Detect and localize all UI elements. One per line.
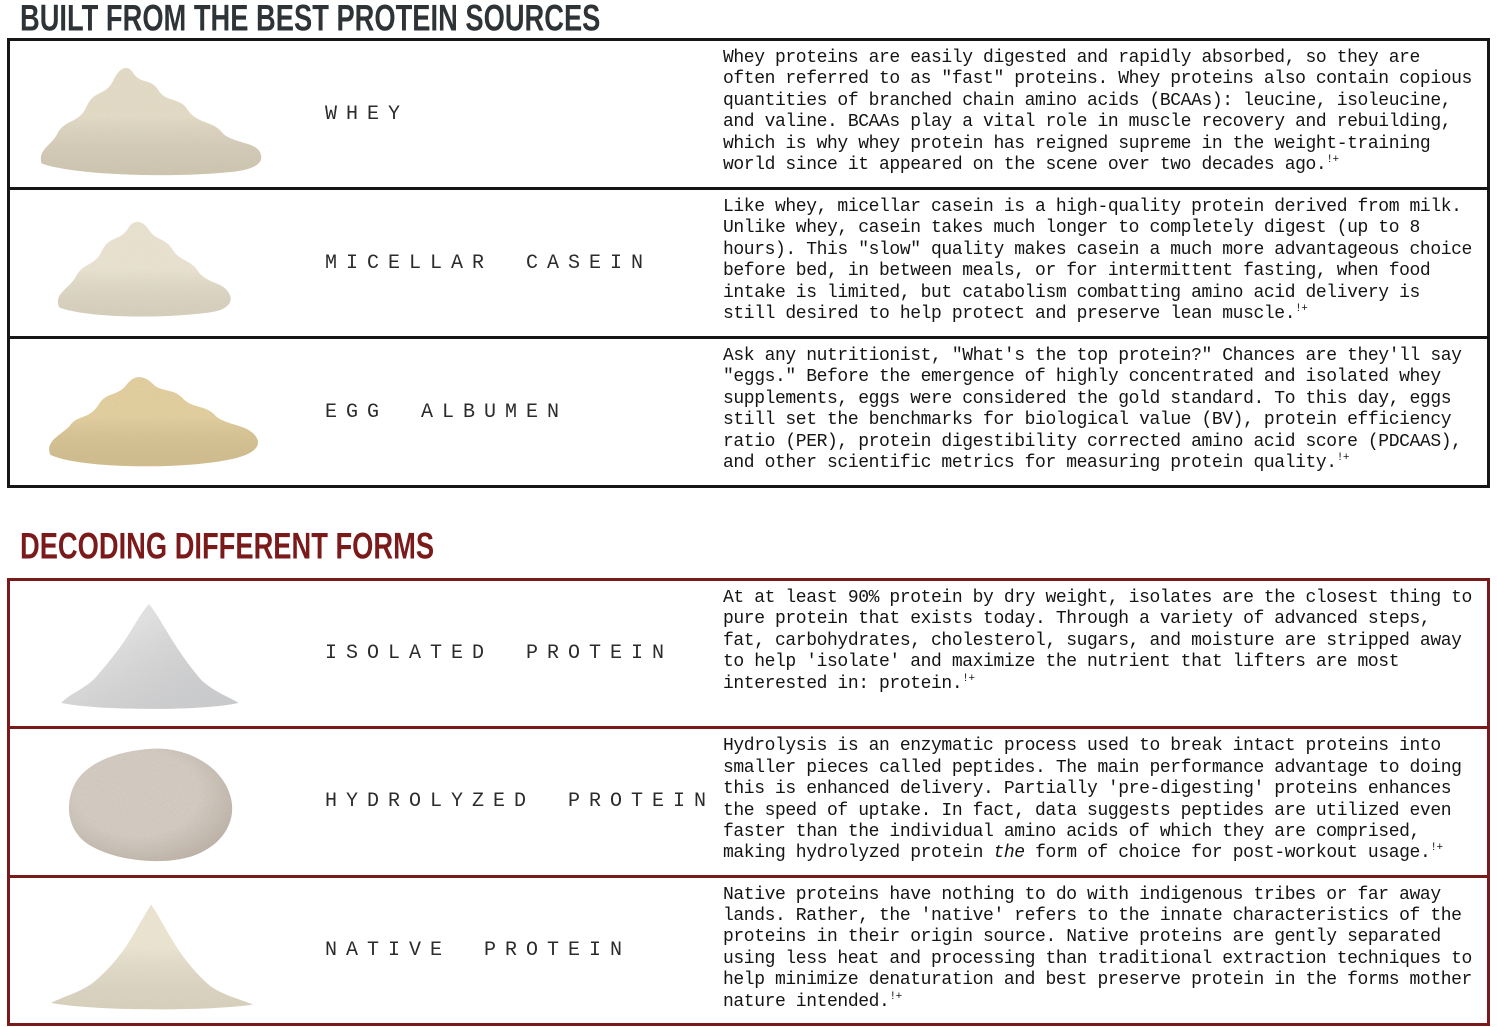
- table-row-native-protein: [10, 875, 1487, 1023]
- protein-label: NATIVE PROTEIN: [325, 938, 632, 962]
- hydrolyzed-protein-powder-image: [45, 738, 260, 866]
- footnote-mark: !+: [962, 672, 975, 685]
- section-title-decoding-forms: DECODING DIFFERENT FORMS: [20, 526, 435, 567]
- isolated-protein-powder-image: [45, 593, 260, 715]
- table-row-micellar-casein: [10, 187, 1487, 336]
- section-title-protein-sources: BUILT FROM THE BEST PROTEIN SOURCES: [20, 0, 601, 39]
- footnote-mark: !+: [1430, 842, 1443, 855]
- protein-description: Like whey, micellar casein is a high-quality protein derived from milk. Unlike whey, casein takes much longer to completely digest (up to 8 hours). This "slow" quality makes casein a much more advantageous choice before bed, in between meals, or for intermittent fasting, when food intake is limited, but catabolism combatting amino acid delivery is still desired to help protect and preserve lean muscle.!+: [723, 197, 1472, 325]
- micellar-casein-powder-image: [40, 200, 265, 326]
- footnote-mark: !+: [1336, 452, 1350, 465]
- whey-powder-image: [33, 48, 273, 180]
- protein-description: Ask any nutritionist, "What's the top protein?" Chances are they'll say "eggs." Before the emergence of highly concentrated and isolated whey supplements, eggs were considered the gold standard. To this day, eggs still set the benchmarks for biological value (BV), protein efficiency ratio (PER), protein digestibility corrected amino acid score (PDCAAS), and other scientific metrics for measuring protein quality.!+: [723, 346, 1462, 474]
- protein-description: Native proteins have nothing to do with indigenous tribes or far away lands. Rather, the 'native' refers to the innate characteristics of the proteins in their origin source. Native proteins are gently separated using less heat and processing than traditional extraction techniques to help minimize denaturation and best preserve protein in the forms mother nature intended.!+: [723, 884, 1472, 1012]
- powder-image-cell: [10, 581, 295, 726]
- protein-description: Hydrolysis is an enzymatic process used to break intact proteins into smaller pieces called peptides. The main performance advantage to doing this is enhanced delivery. Partially 'pre-digesting' proteins enhances the speed of uptake. In fact, data suggests peptides are utilized even faster than the individual amino acids of which they are comprised, making hydrolyzed protein the form of choice for post-workout usage.!+: [723, 736, 1462, 864]
- protein-label: WHEY: [325, 102, 410, 126]
- powder-image-cell: [10, 190, 295, 336]
- table-row-isolated-protein: [10, 581, 1487, 726]
- native-protein-powder-image: [33, 888, 273, 1013]
- egg-albumen-powder-image: [35, 347, 270, 477]
- protein-forms-table: [7, 578, 1490, 1026]
- protein-sources-table: [7, 38, 1490, 488]
- protein-label: EGG ALBUMEN: [325, 400, 569, 424]
- footnote-mark: !+: [1326, 154, 1339, 167]
- powder-image-cell: [10, 878, 295, 1023]
- powder-image-cell: [10, 41, 295, 187]
- powder-image-cell: [10, 339, 295, 485]
- protein-label: MICELLAR CASEIN: [325, 251, 653, 275]
- protein-label: HYDROLYZED PROTEIN: [325, 790, 716, 814]
- table-row-egg-albumen: [10, 336, 1487, 485]
- footnote-mark: !+: [1295, 303, 1308, 316]
- table-row-whey: [10, 41, 1487, 187]
- footnote-mark: !+: [889, 990, 902, 1003]
- table-row-hydrolyzed-protein: [10, 726, 1487, 874]
- protein-description: Whey proteins are easily digested and rapidly absorbed, so they are often referred to as "fast" proteins. Whey proteins also contain copious quantities of branched chain amino acids (BCAAs): leucine, isoleucine, and valine. BCAAs play a vital role in muscle recovery and rebuilding, which is why whey protein has reigned supreme in the weight-training world since it appeared on the scene over two decades ago.!+: [723, 48, 1472, 176]
- protein-description: At at least 90% protein by dry weight, isolates are the closest thing to pure protein that exists today. Through a variety of advanced steps, fat, carbohydrates, cholesterol, sugars, and moisture are stripped away to help 'isolate' and maximize the nutrient that lifters are most interested in: protein.!+: [723, 588, 1472, 694]
- powder-image-cell: [10, 729, 295, 874]
- protein-label: ISOLATED PROTEIN: [325, 642, 674, 666]
